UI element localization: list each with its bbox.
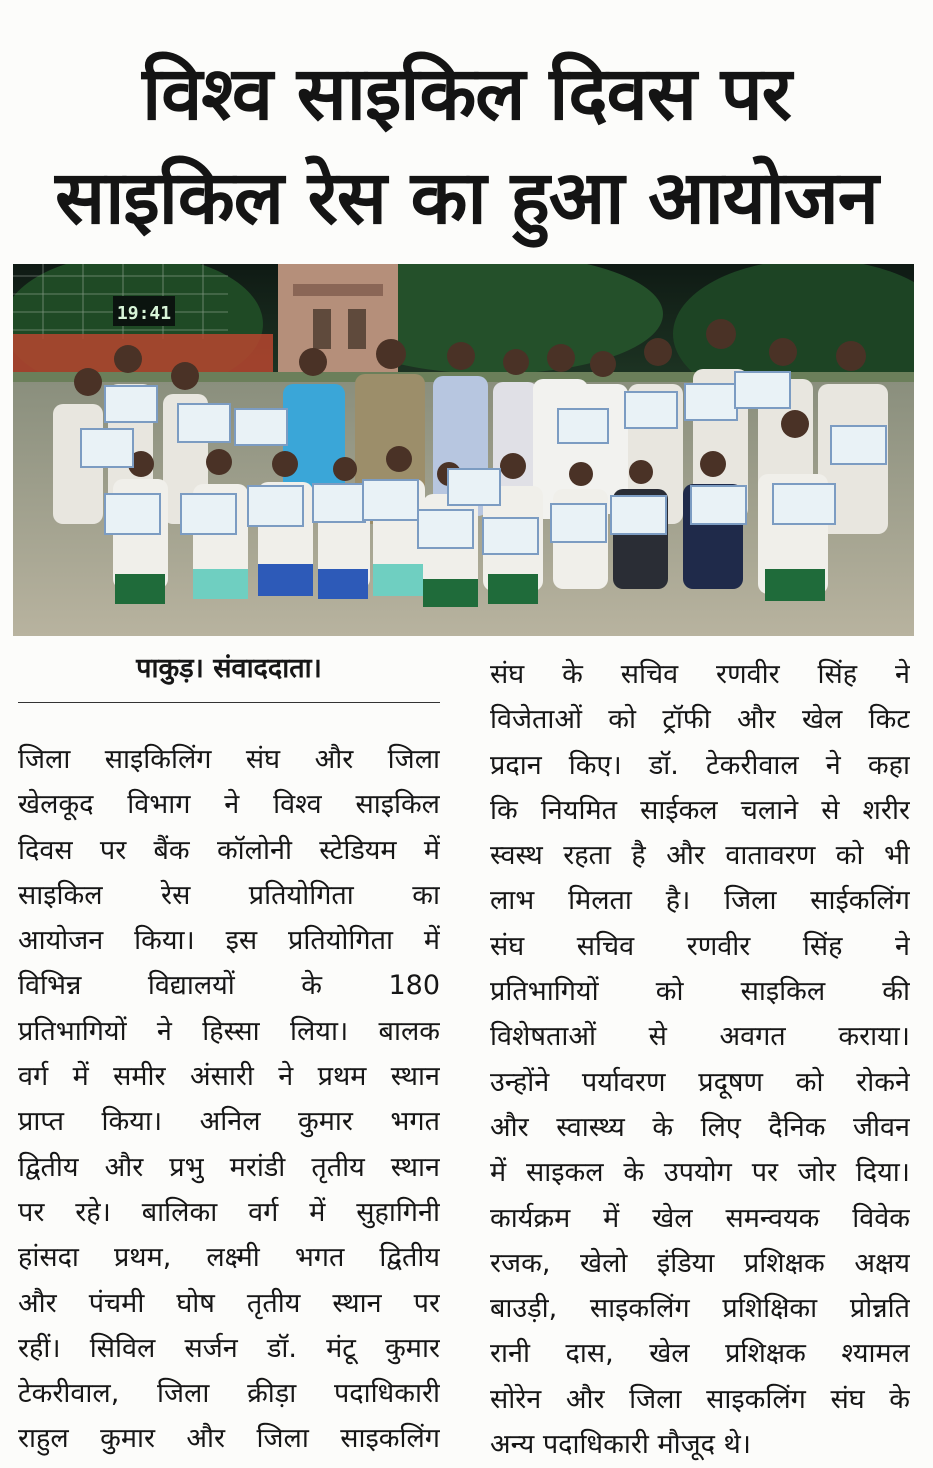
byline: पाकुड़। संवाददाता। (136, 653, 322, 684)
text-line: विभिन्न विद्यालयों के 180 (18, 970, 440, 1002)
text-line: अन्य पदाधिकारी मौजूद थे। (490, 1429, 752, 1461)
text-line: और पंचमी घोष तृतीय स्थान पर (18, 1287, 440, 1319)
text-line: विशेषताओं से अवगत कराया। (490, 1021, 910, 1053)
text-line: कार्यक्रम में खेल समन्वयक विवेक (490, 1202, 910, 1234)
text-line: प्राप्त किया। अनिल कुमार भगत (18, 1106, 440, 1138)
text-line: संघ सचिव रणवीर सिंह ने (490, 930, 910, 962)
headline-line-1: विश्व साइकिल दिवस पर (142, 51, 791, 137)
text-line: जिला साइकिलिंग संघ और जिला (18, 744, 440, 775)
text-line: आयोजन किया। इस प्रतियोगिता में (18, 925, 440, 957)
text-line: लाभ मिलता है। जिला साईकलिंग (490, 885, 910, 917)
text-line: बाउड़ी, साइकलिंग प्रशिक्षिका प्रोन्नति (490, 1293, 910, 1325)
text-line: खेलकूद विभाग ने विश्व साइकिल (18, 789, 440, 821)
text-line: राहुल कुमार और जिला साइकलिंग (18, 1423, 440, 1455)
text-line: टेकरीवाल, जिला क्रीड़ा पदाधिकारी (18, 1378, 440, 1410)
text-line: में साइकल के उपयोग पर जोर दिया। (490, 1157, 910, 1189)
article-column-left (18, 737, 440, 1462)
text-line: हांसदा प्रथम, लक्ष्मी भगत द्वितीय (18, 1242, 440, 1274)
photo-illustration (13, 264, 914, 636)
text-line: स्वस्थ रहता है और वातावरण को भी (490, 840, 910, 872)
text-line: प्रदान किए। डॉ. टेकरीवाल ने कहा (490, 749, 910, 781)
headline (0, 42, 933, 250)
text-line: पर रहे। बालिका वर्ग में सुहागिनी (18, 1196, 440, 1228)
article-column-right (490, 652, 910, 1467)
text-line: विजेताओं को ट्रॉफी और खेल किट (490, 704, 910, 736)
text-line: रानी दास, खेल प्रशिक्षक श्यामल (490, 1338, 910, 1370)
byline-divider (18, 702, 440, 703)
text-line: रजक, खेलो इंडिया प्रशिक्षक अक्षय (490, 1247, 910, 1279)
text-line: उन्होंने पर्यावरण प्रदूषण को रोकने (490, 1066, 910, 1098)
text-line: कि नियमित साईकल चलाने से शरीर (490, 794, 910, 826)
text-line: दिवस पर बैंक कॉलोनी स्टेडियम में (18, 834, 440, 866)
text-line: संघ के सचिव रणवीर सिंह ने (490, 659, 910, 690)
headline-line-2: साइकिल रेस का हुआ आयोजन (55, 155, 878, 241)
text-line: सोरेन और जिला साइकलिंग संघ के (490, 1383, 910, 1415)
text-line: साइकिल रेस प्रतियोगिता का (18, 879, 440, 911)
text-line: द्वितीय और प्रभु मरांडी तृतीय स्थान (18, 1151, 440, 1183)
text-line: प्रतिभागियों ने हिस्सा लिया। बालक (18, 1015, 440, 1047)
text-line: और स्वास्थ्य के लिए दैनिक जीवन (490, 1111, 910, 1143)
text-line: वर्ग में समीर अंसारी ने प्रथम स्थान (18, 1061, 440, 1093)
text-line: प्रतिभागियों को साइकिल की (490, 976, 910, 1008)
news-photo (13, 264, 914, 636)
scoreboard-time: 19:41 (116, 303, 172, 324)
text-line: रहीं। सिविल सर्जन डॉ. मंटू कुमार (18, 1332, 440, 1364)
